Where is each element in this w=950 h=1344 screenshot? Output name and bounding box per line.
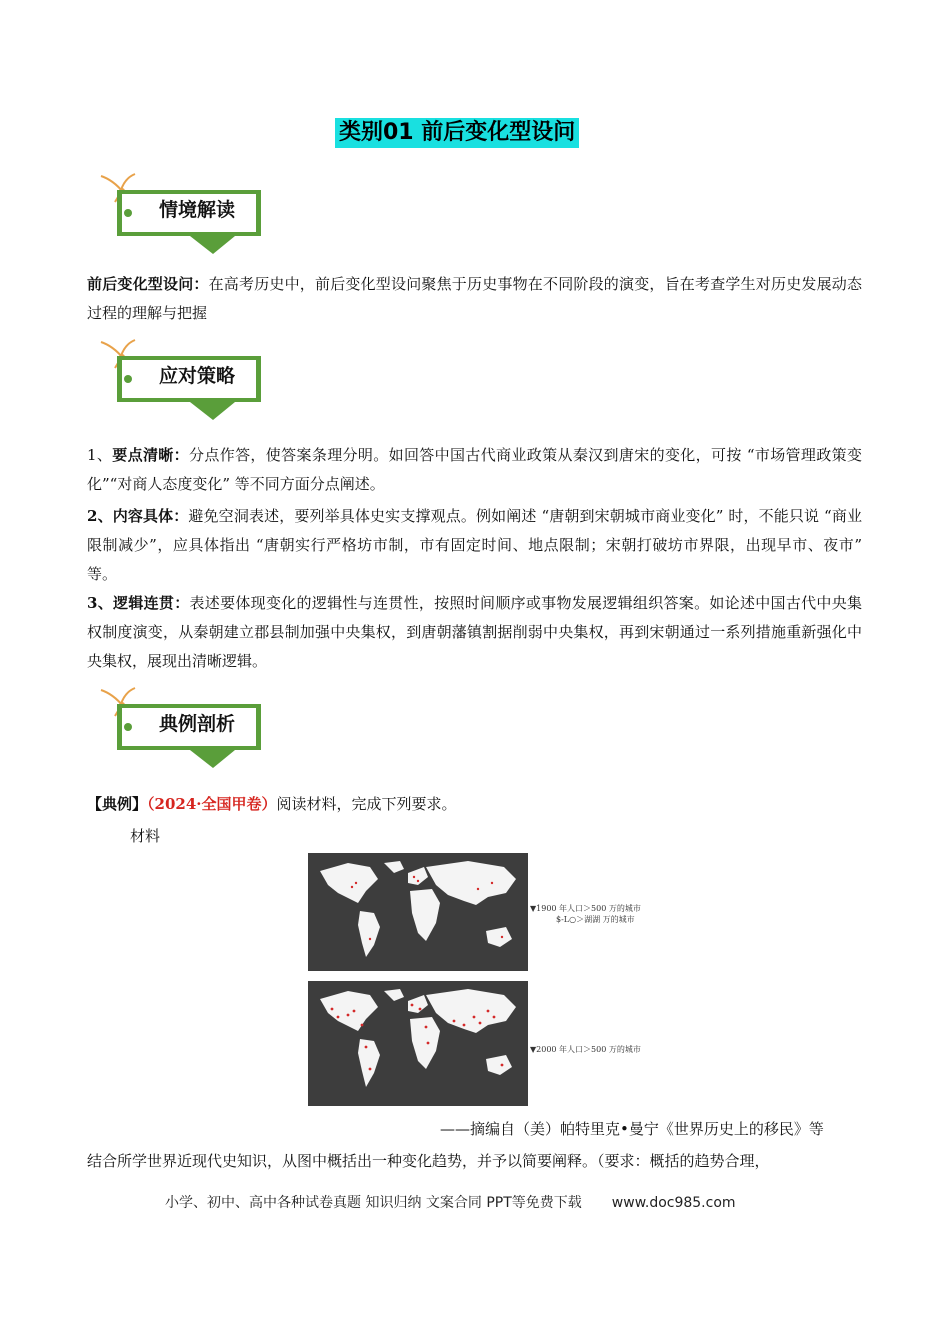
intro-paragraph — [87, 270, 862, 328]
example-line — [87, 790, 862, 819]
example-source: （2024·全国甲卷） — [147, 795, 277, 813]
strategy-heading: 要点清晰： — [112, 446, 190, 464]
strategy-item-3 — [87, 589, 862, 676]
strategy-text: 表述要体现变化的逻辑性与连贯性，按照时间顺序或事物发展逻辑组织答案。如论述中国古代中央集权制度演变，从秦朝建立郡县制加强中央集权，到唐朝藩镇割据削弱中央集权，再到宋朝通过一系列措施重新强化中央集权，展现出清晰逻辑。 — [87, 594, 863, 670]
footer-site-link[interactable]: www.doc985.com — [611, 1195, 736, 1211]
citation: ——摘编自（美）帕特里克•曼宁《世界历史上的移民》等 — [440, 1120, 824, 1138]
world-map-icon — [308, 853, 528, 971]
map-legend-1900 — [530, 903, 641, 925]
strategy-heading: 逻辑连贯： — [113, 594, 190, 612]
footer-text: 小学、初中、高中各种试卷真题 知识归纳 文案合同 PPT等免费下载 — [165, 1195, 582, 1211]
section-title: 应对策略 — [158, 365, 235, 387]
strategy-heading: 内容具体： — [112, 507, 189, 525]
strategy-item-1 — [87, 441, 862, 499]
strategy-item-2 — [87, 502, 862, 589]
example-tag: 【典例】 — [87, 795, 148, 813]
strategy-text: 避免空洞表述，要列举具体史实支撑观点。例如阐述 “唐朝到宋朝城市商业变化” 时，不能只说 “商业限制减少”，应具体指出 “唐朝实行严格坊市制，市有固定时间、地点限制；宋朝打破坊市界限，出现早市、夜市” 等。 — [87, 507, 862, 583]
world-map-2000 — [308, 981, 528, 1106]
legend-line: ▼2000 年人口＞500 万的城市 — [530, 1045, 641, 1054]
intro-term: 前后变化型设问： — [87, 275, 209, 293]
section-title: 情境解读 — [158, 199, 235, 221]
legend-line: ▼1900 年人口＞500 万的城市 — [530, 904, 641, 913]
intro-text: 在高考历史中，前后变化型设问聚焦于历史事物在不同阶段的演变，旨在考查学生对历史发展动态过程的理解与把握 — [87, 275, 862, 322]
page-title: 类别01 前后变化型设问 — [335, 118, 579, 148]
material-label: 材料 — [130, 827, 161, 845]
section-title: 典例剖析 — [158, 713, 235, 735]
strategy-text: 分点作答，使答案条理分明。如回答中国古代商业政策从秦汉到唐宋的变化，可按 “市场管理政策变化”“对商人态度变化” 等不同方面分点阐述。 — [87, 446, 862, 493]
strategy-number: 3、 — [87, 594, 114, 612]
question-text: 结合所学世界近现代史知识，从图中概括出一种变化趋势，并予以简要阐释。（要求：概括的趋势合理， — [87, 1152, 770, 1170]
world-map-1900 — [308, 853, 528, 971]
strategy-number: 1、 — [87, 446, 113, 464]
legend-line: $-L○＞湖湖 万的城市 — [556, 915, 635, 924]
map-legend-2000 — [530, 1044, 641, 1055]
section-badge-context — [95, 172, 270, 267]
strategy-number: 2、 — [87, 507, 113, 525]
page-footer — [165, 1192, 736, 1212]
section-badge-example — [95, 686, 270, 781]
world-map-icon — [308, 981, 528, 1106]
example-prompt: 阅读材料，完成下列要求。 — [276, 795, 457, 813]
section-badge-strategy — [95, 338, 270, 433]
